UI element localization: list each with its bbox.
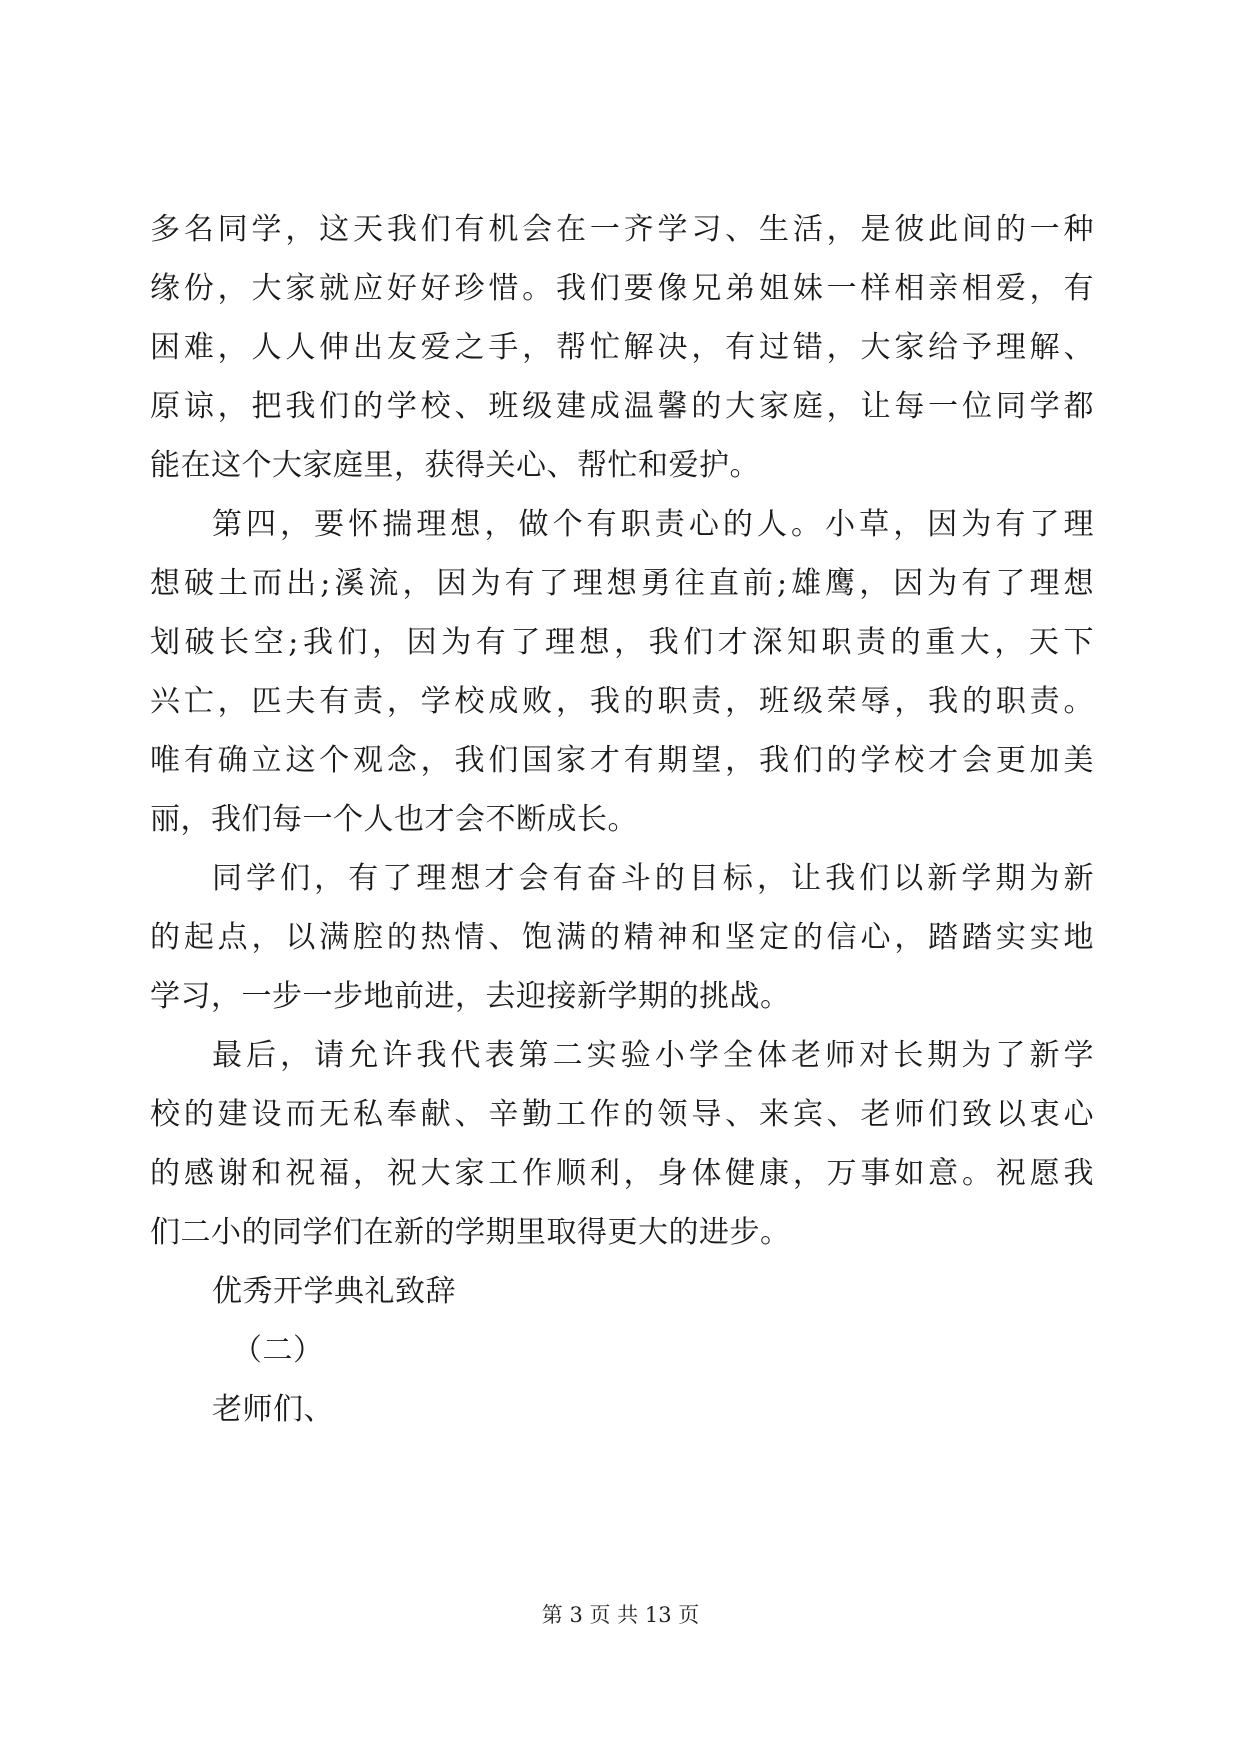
body-text-line: 的起点，以满腔的热情、饱满的精神和坚定的信心，踏踏实实地 — [150, 920, 1094, 955]
section-number: （二） — [232, 1333, 324, 1368]
paragraph-first-line: 第四，要怀揣理想，做个有职责心的人。小草，因为有了理 — [212, 507, 1094, 542]
body-text-line: 多名同学，这天我们有机会在一齐学习、生活，是彼此间的一种 — [150, 212, 1094, 247]
section-title: 优秀开学典礼致辞 — [212, 1274, 456, 1309]
body-text-line: 困难，人人伸出友爱之手，帮忙解决，有过错，大家给予理解、 — [150, 330, 1094, 365]
body-text-line: 丽，我们每一个人也才会不断成长。 — [150, 802, 638, 837]
page-footer: 第 3 页 共 13 页 — [541, 1603, 700, 1627]
paragraph-first-line: 同学们，有了理想才会有奋斗的目标，让我们以新学期为新 — [212, 861, 1094, 896]
salutation: 老师们、 — [212, 1392, 334, 1427]
body-text-line: 唯有确立这个观念，我们国家才有期望，我们的学校才会更加美 — [150, 743, 1094, 778]
body-text-line: 们二小的同学们在新的学期里取得更大的进步。 — [150, 1215, 791, 1250]
body-text-line: 学习，一步一步地前进，去迎接新学期的挑战。 — [150, 979, 791, 1014]
body-text-line: 校的建设而无私奉献、辛勤工作的领导、来宾、老师们致以衷心 — [150, 1097, 1094, 1132]
body-text-line: 能在这个大家庭里，获得关心、帮忙和爱护。 — [150, 448, 760, 483]
body-text-line: 原谅，把我们的学校、班级建成温馨的大家庭，让每一位同学都 — [150, 389, 1094, 424]
body-text-line: 兴亡，匹夫有责，学校成败，我的职责，班级荣辱，我的职责。 — [150, 684, 1094, 719]
body-text-line: 划破长空;我们，因为有了理想，我们才深知职责的重大，天下 — [150, 625, 1094, 660]
body-text-line: 的感谢和祝福，祝大家工作顺利，身体健康，万事如意。祝愿我 — [150, 1156, 1094, 1191]
body-text-line: 缘份，大家就应好好珍惜。我们要像兄弟姐妹一样相亲相爱，有 — [150, 271, 1094, 306]
paragraph-first-line: 最后，请允许我代表第二实验小学全体老师对长期为了新学 — [212, 1038, 1094, 1073]
body-text-line: 想破土而出;溪流，因为有了理想勇往直前;雄鹰，因为有了理想 — [150, 566, 1094, 601]
